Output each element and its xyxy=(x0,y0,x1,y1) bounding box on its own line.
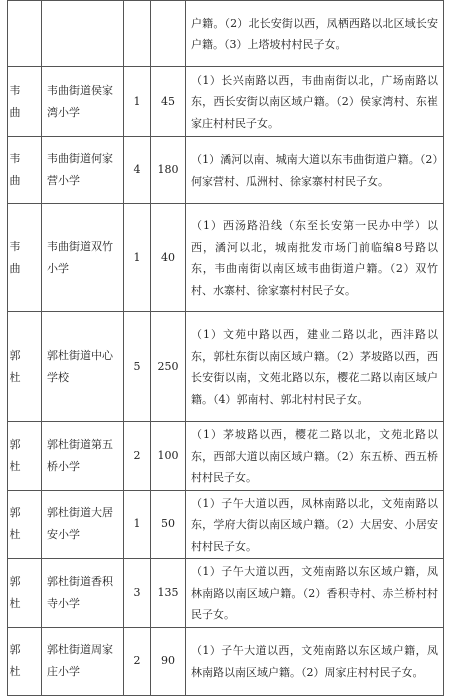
students-cell: 45 xyxy=(151,67,186,137)
classes-cell: 2 xyxy=(124,422,151,491)
area-cell: 韦曲 xyxy=(8,204,42,312)
students-cell: 180 xyxy=(151,137,186,204)
scope-cell: （1）子午大道以西，文苑南路以东区域户籍，凤林南路以南区域户籍。（2）周家庄村村民子女。 xyxy=(186,627,444,695)
school-cell: 韦曲街道双竹小学 xyxy=(42,204,124,312)
table-row xyxy=(8,627,444,695)
table-row xyxy=(8,422,444,491)
area-cell: 郭杜 xyxy=(8,312,42,422)
school-cell xyxy=(42,1,124,67)
school-cell: 韦曲街道侯家湾小学 xyxy=(42,67,124,137)
table-row xyxy=(8,137,444,204)
scope-cell: （1）子午大道以西，凤林南路以北，文苑南路以东，学府大街以南区域户籍。（2）大居安、小居安村村民子女。 xyxy=(186,490,444,559)
scope-cell: （1）茅坡路以西，樱花二路以北，文苑北路以东，西部大道以南区域户籍。（2）东五桥、西五桥村村民子女。 xyxy=(186,422,444,491)
area-cell: 郭杜 xyxy=(8,559,42,628)
area-cell: 郭杜 xyxy=(8,422,42,491)
classes-cell: 3 xyxy=(124,559,151,628)
school-cell: 郭杜街道周家庄小学 xyxy=(42,627,124,695)
school-enrollment-table xyxy=(7,0,444,696)
table-row xyxy=(8,312,444,422)
students-cell: 50 xyxy=(151,490,186,559)
table-row xyxy=(8,67,444,137)
classes-cell xyxy=(124,1,151,67)
area-cell: 郭杜 xyxy=(8,490,42,559)
scope-cell: （1）长兴南路以西，韦曲南街以北，广场南路以东，西长安街以南区域户籍。（2）侯家湾村、东崔家庄村村民子女。 xyxy=(186,67,444,137)
classes-cell: 1 xyxy=(124,490,151,559)
classes-cell: 5 xyxy=(124,312,151,422)
classes-cell: 4 xyxy=(124,137,151,204)
table-row xyxy=(8,1,444,67)
school-cell: 郭杜街道第五桥小学 xyxy=(42,422,124,491)
students-cell: 90 xyxy=(151,627,186,695)
area-cell: 韦曲 xyxy=(8,137,42,204)
classes-cell: 1 xyxy=(124,204,151,312)
students-cell: 135 xyxy=(151,559,186,628)
scope-cell: （1）潏河以南、城南大道以东韦曲街道户籍。（2）何家营村、瓜洲村、徐家寨村村民子女。 xyxy=(186,137,444,204)
classes-cell: 1 xyxy=(124,67,151,137)
school-cell: 郭杜街道中心学校 xyxy=(42,312,124,422)
students-cell: 40 xyxy=(151,204,186,312)
students-cell: 100 xyxy=(151,422,186,491)
students-cell: 250 xyxy=(151,312,186,422)
area-cell: 郭杜 xyxy=(8,627,42,695)
classes-cell: 2 xyxy=(124,627,151,695)
table-row xyxy=(8,204,444,312)
table-row xyxy=(8,490,444,559)
scope-cell: （1）文苑中路以西，建业二路以北，西沣路以东，郭杜东街以南区域户籍。（2）茅坡路以西，西长安街以南，文苑北路以东，樱花二路以南区域户籍。（4）郭南村、郭北村村民子女。 xyxy=(186,312,444,422)
area-cell: 韦曲 xyxy=(8,67,42,137)
school-cell: 郭杜街道香积寺小学 xyxy=(42,559,124,628)
scope-cell: （1）西汤路沿线（东至长安第一民办中学）以西，潏河以北，城南批发市场门前临编8号路以东，韦曲南街以南区域韦曲街道户籍。（2）双竹村、水寨村、徐家寨村村民子女。 xyxy=(186,204,444,312)
students-cell xyxy=(151,1,186,67)
scope-cell: 户籍。（2）北长安街以西，凤栖西路以北区域长安户籍。（3）上塔坡村村民子女。 xyxy=(186,1,444,67)
table-row xyxy=(8,559,444,628)
school-cell: 郭杜街道大居安小学 xyxy=(42,490,124,559)
area-cell xyxy=(8,1,42,67)
scope-cell: （1）子午大道以西，文苑南路以东区域户籍，凤林南路以南区域户籍。（2）香积寺村、赤兰桥村村民子女。 xyxy=(186,559,444,628)
school-cell: 韦曲街道何家营小学 xyxy=(42,137,124,204)
